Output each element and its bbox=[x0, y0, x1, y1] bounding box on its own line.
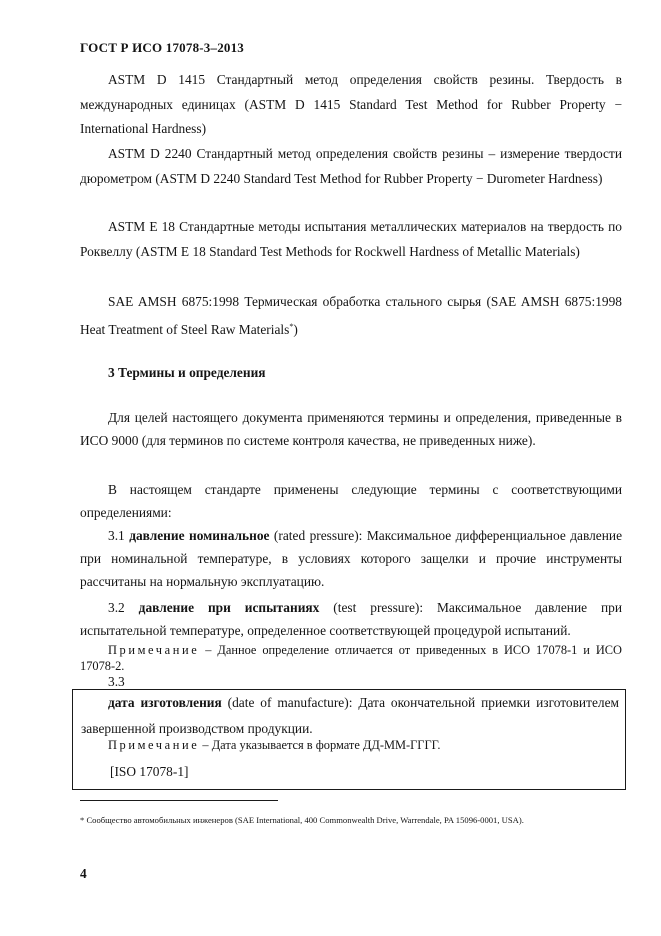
term-definition: Дата окончательной приемки изготовителем завершенной производством продукции. bbox=[81, 695, 619, 736]
term-name: дата изготовления bbox=[108, 695, 222, 710]
term-definition: Максимальное давление при испытательной температуре, определенное соответствующей процедурой испытаний. bbox=[80, 600, 622, 638]
term-3-3-number: 3.3 bbox=[108, 674, 125, 689]
note-text: – Данное определение отличается от приведенных в ИСО 17078-1 и ИСО 17078-2. bbox=[80, 643, 622, 673]
term-3-3-source: [ISO 17078-1] bbox=[110, 764, 189, 779]
term-3-2 bbox=[80, 596, 622, 642]
note-label: Примечание bbox=[108, 643, 200, 657]
term-definition: Максимальное дифференциальное давление при номинальной температуре, в условиях которого защелки и прочие инструменты рассчитаны на нормальную эксплуатацию. bbox=[80, 528, 623, 589]
page-number: 4 bbox=[80, 866, 87, 881]
section-lead-in: В настоящем стандарте применены следующие термины с соответствующими определениями: bbox=[80, 482, 622, 520]
term-number: 3.2 bbox=[108, 600, 125, 615]
footnote: * Сообщество автомобильных инженеров (SAE International, 400 Commonwealth Drive, Warrendale, PA 15096-0001, USA). bbox=[80, 815, 524, 825]
term-3-3-box bbox=[72, 689, 626, 790]
section-intro: Для целей настоящего документа применяются термины и определения, приведенные в ИСО 9000 (для терминов по системе контроля качества, не приведенных ниже). bbox=[80, 410, 622, 448]
term-3-1 bbox=[80, 524, 622, 593]
standard-header: ГОСТ Р ИСО 17078-3–2013 bbox=[80, 40, 245, 55]
reference-astm-d2240: ASTM D 2240 Стандартный метод определения свойств резины – измерение твердости дюрометром (ASTM D 2240 Standard Test Method for Rubber Property − Durometer Hardness) bbox=[80, 146, 622, 186]
term-name: давление номинальное bbox=[129, 528, 270, 543]
footnote-mark: * bbox=[289, 321, 294, 331]
term-name: давление при испытаниях bbox=[138, 600, 320, 615]
term-3-3-note bbox=[108, 738, 440, 753]
term-english: (test pressure): bbox=[333, 600, 424, 615]
term-3-2-note bbox=[80, 642, 622, 674]
term-english: (rated pressure): bbox=[273, 528, 363, 543]
reference-sae-closing: ) bbox=[293, 321, 298, 337]
term-english: (date of manufacture): bbox=[227, 695, 353, 710]
note-label: Примечание bbox=[108, 738, 200, 752]
term-number: 3.1 bbox=[108, 528, 125, 543]
term-3-3-definition bbox=[81, 690, 619, 742]
footnote-divider bbox=[80, 800, 278, 801]
section-title: 3 Термины и определения bbox=[108, 365, 266, 380]
reference-astm-e18: ASTM E 18 Стандартные методы испытания металлических материалов на твердость по Роквеллу (ASTM E 18 Standard Test Methods for Rockwell Hardness of Metallic Materials) bbox=[80, 219, 622, 259]
note-text: – Дата указывается в формате ДД-ММ-ГГГГ. bbox=[202, 738, 441, 752]
reference-sae-amsh-6875 bbox=[80, 290, 622, 342]
reference-sae-text: SAE AMSH 6875:1998 Термическая обработка стального сырья (SAE AMSH 6875:1998 Heat Treatment of Steel Raw Materials bbox=[80, 294, 622, 337]
reference-astm-d1415: ASTM D 1415 Стандартный метод определения свойств резины. Твердость в международных единицах (ASTM D 1415 Standard Test Method for Rubber Property − International Hardness) bbox=[80, 72, 622, 136]
